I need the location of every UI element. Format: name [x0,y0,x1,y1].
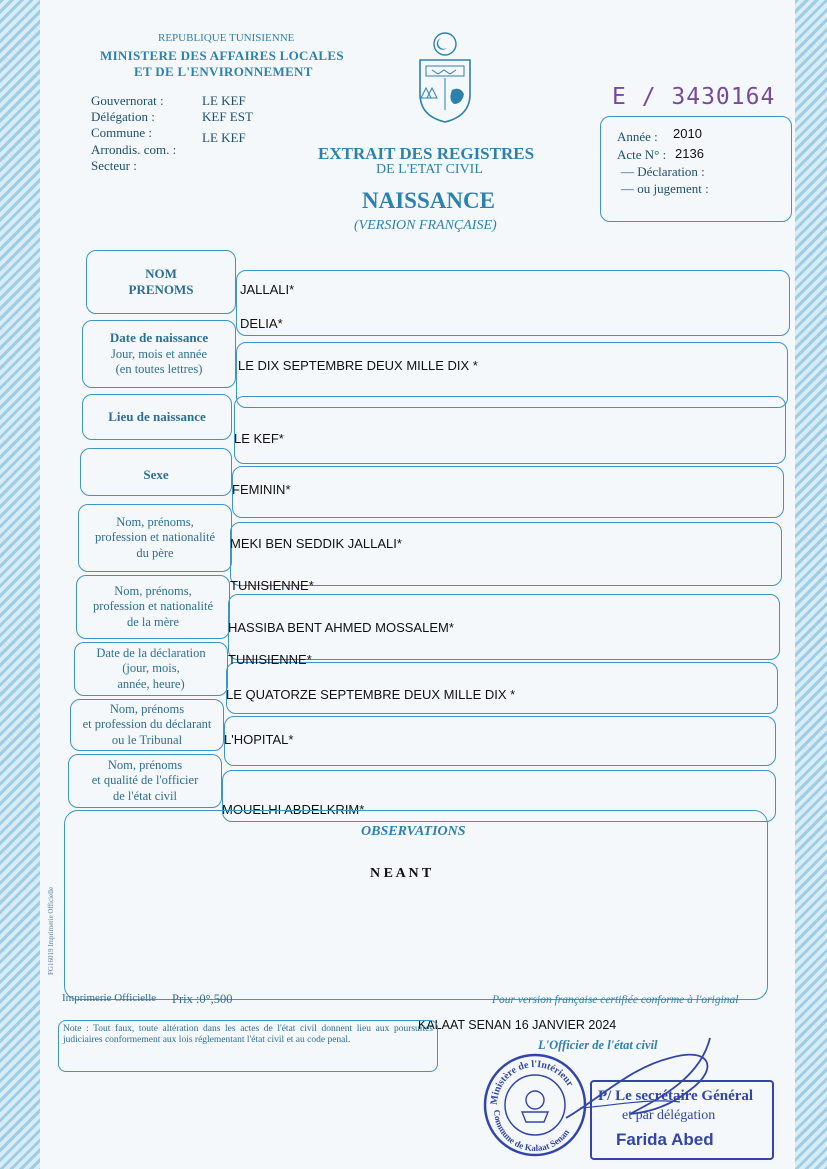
mere-nationalite: TUNISIENNE* [228,652,312,667]
left-guilloche-border [0,0,40,1169]
acte-box [600,116,792,222]
sexe-label: Sexe [143,467,169,482]
nom-value-box [236,270,790,336]
sexe-value-box [232,466,784,518]
ministry-line2: ET DE L'ENVIRONNEMENT [134,64,313,79]
mere-value: HASSIBA BENT AHMED MOSSALEM* [228,620,454,635]
dob-label3: (en toutes lettres) [115,362,203,377]
annee-value: 2010 [673,126,702,141]
sexe-value: FEMININ* [232,482,291,497]
officier-value: MOUELHI ABDELKRIM* [222,802,365,817]
officier-label1: Nom, prénoms [107,757,183,772]
pere-label3: du père [136,545,174,560]
arrondissement-label: Arrondis. com. : [91,142,177,157]
declaration-label: — Déclaration : [621,164,705,179]
stamp-bottom-text: Commune de Kalaat Senan [491,1109,572,1154]
commune-value: LE KEF [202,130,246,145]
stamp-top-text: Ministère de l'Intérieur [488,1058,576,1106]
commune-label: Commune : [91,125,153,140]
officier-etat-civil-label: L'Officier de l'état civil [538,1038,658,1052]
pere-label2: profession et nationalité [94,530,216,545]
jugement-label: — ou jugement : [621,181,709,196]
stamp-line1: P/ Le secrétaire Général [598,1088,754,1104]
imprimerie-label: Imprimerie Officielle [62,992,157,1004]
pere-value-box [230,522,782,586]
note-text: Note : Tout faux, toute altération dans les actes de l'état civil donnent lieu aux poursuites judiciaires conformement aux lois réglementant l'état civil et au code penal. [63,1024,433,1046]
prenoms-label: PRENOMS [128,282,194,297]
gouvernorat-value: LE KEF [202,93,246,108]
right-guilloche-border [795,0,827,1169]
prix-label: Prix :0°,500 [172,992,233,1006]
pere-value: MEKI BEN SEDDIK JALLALI* [230,536,402,551]
place-date-value: KALAAT SENAN 16 JANVIER 2024 [418,1018,617,1032]
handwritten-signature [560,1028,730,1128]
nom-value: JALLALI* [240,282,295,297]
acte-value: 2136 [675,146,704,161]
decl-label1: Date de la déclaration [96,645,206,660]
lieu-label-box [82,394,232,440]
observations-value: N E A N T [370,866,432,881]
mere-label3: de la mère [126,614,180,629]
decl-label3: année, heure) [117,676,185,691]
delegation-value: KEF EST [202,109,253,124]
prenoms-value: DELIA* [240,316,283,331]
dob-value: LE DIX SEPTEMBRE DEUX MILLE DIX * [238,358,478,373]
officier-label2: et qualité de l'officier [91,773,199,788]
officier-label3: de l'état civil [112,788,178,803]
serial-number: E / 3430164 [612,84,776,110]
declarant-label2: et profession du déclarant [82,717,212,732]
certifiee-label: Pour version française certifiée conforme à l'original [492,994,739,1006]
title-naissance: NAISSANCE [362,188,495,213]
declarant-label1: Nom, prénoms [109,701,185,716]
gouvernorat-label: Gouvernorat : [91,93,164,108]
stamp-line2: et par délégation [622,1108,716,1123]
delegation-label: Délégation : [91,109,155,124]
declarant-label-box [70,699,224,751]
mere-label2: profession et nationalité [92,599,214,614]
title-extrait: EXTRAIT DES REGISTRES [318,144,535,163]
declarant-label3: ou le Tribunal [111,732,183,747]
declaration-date-label-box [74,642,228,696]
sexe-label-box [80,448,232,496]
declarant-value: L'HOPITAL* [224,732,294,747]
republic-label: REPUBLIQUE TUNISIENNE [158,32,295,44]
annee-label: Année : [617,129,658,144]
lieu-value: LE KEF* [234,431,284,446]
secteur-label: Secteur : [91,158,137,173]
title-version: (VERSION FRANÇAISE) [354,218,497,233]
observations-label: OBSERVATIONS [361,824,466,839]
pere-nationalite: TUNISIENNE* [230,578,314,593]
lieu-label: Lieu de naissance [108,409,206,424]
title-etat-civil: DE L'ETAT CIVIL [376,162,483,177]
pere-label1: Nom, prénoms, [116,514,194,529]
dob-label2: Jour, mois et année [110,346,207,361]
dob-label1: Date de naissance [109,330,209,346]
dob-label-box [82,320,236,388]
nom-label: NOM [145,265,177,281]
mere-label1: Nom, prénoms, [114,583,192,598]
decl-value: LE QUATORZE SEPTEMBRE DEUX MILLE DIX * [226,687,516,702]
acte-label: Acte N° : [617,147,667,162]
ministry-line1: MINISTERE DES AFFAIRES LOCALES [100,48,344,63]
side-print-code: FG16019 Imprimerie Officielle [47,886,55,975]
lieu-value-box [234,396,786,464]
pere-label-box [78,504,232,572]
stamp-line3: Farida Abed [616,1130,714,1149]
decl-label2: (jour, mois, [122,661,180,676]
nom-prenoms-label-box [86,250,236,314]
note-box [58,1020,438,1072]
coat-of-arms-icon [412,30,478,126]
officier-label-box [68,754,222,808]
declarant-value-box [224,716,776,766]
mere-label-box [76,575,230,639]
